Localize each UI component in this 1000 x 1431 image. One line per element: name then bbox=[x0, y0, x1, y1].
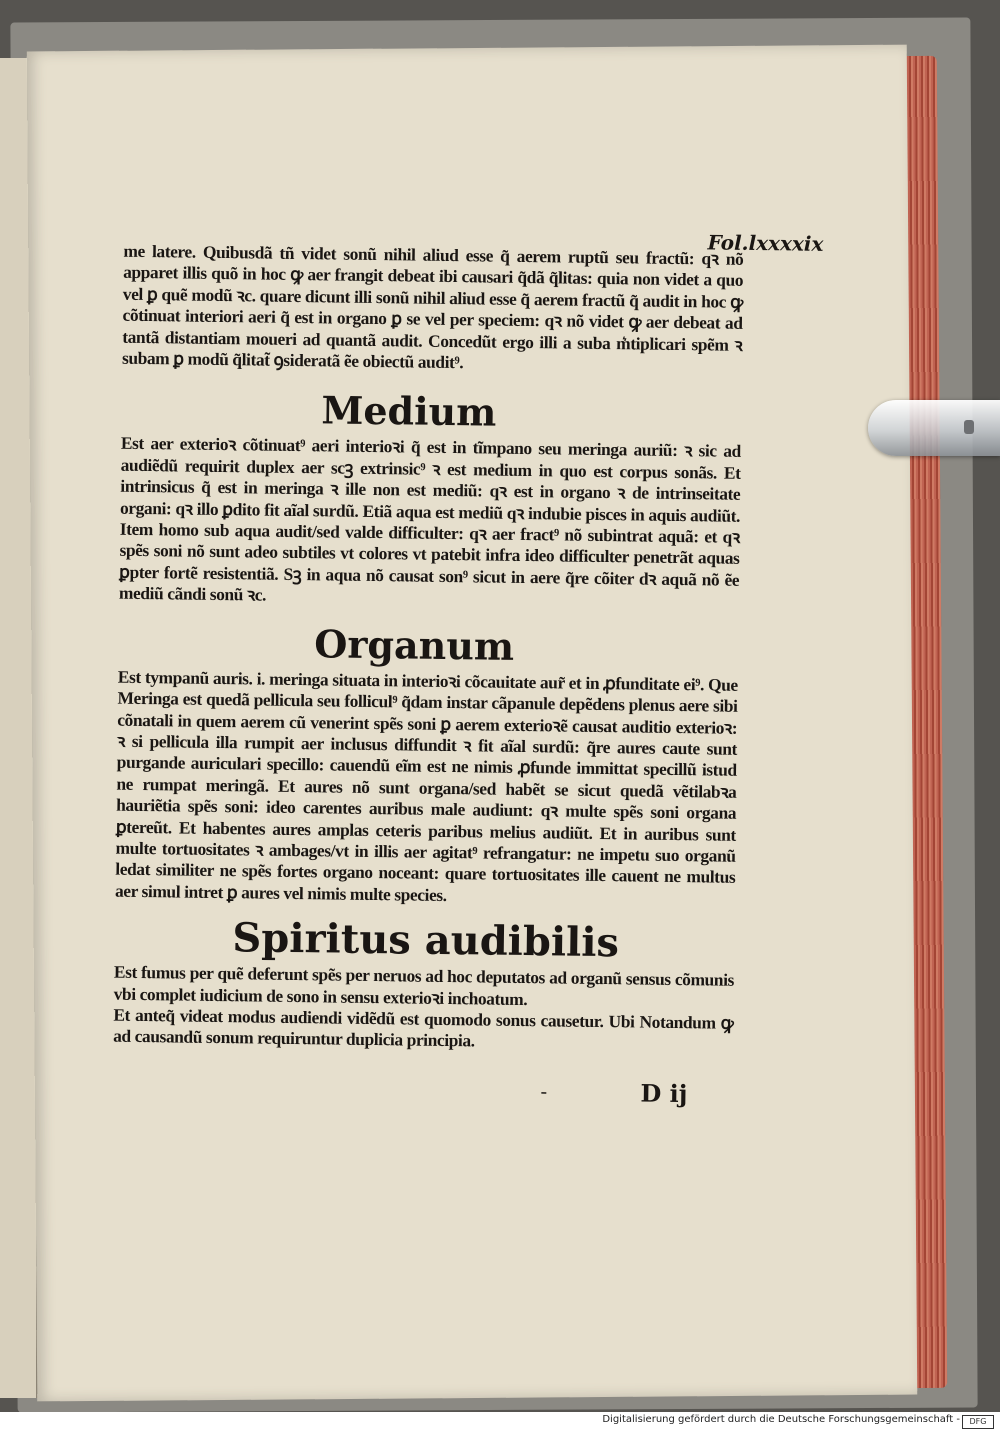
spiritus-paragraph: Est fumus per quẽ deferunt spẽs per neruos ad hoc deputatos ad organũ sensus cõmunis vbi complet iudicium de sono in sensu exterioꝛi inchoatum. bbox=[113, 961, 735, 1009]
dfg-logo: DFG bbox=[962, 1415, 994, 1429]
heading-spiritus-audibilis: Spiritus audibilis bbox=[232, 914, 620, 967]
closing-paragraph: Et anteq̃ videat modus audiendi vidẽdũ est quomodo sonus causetur. Ubi Notandum ꝙ ad causandũ sonum requiruntur duplicia principia. bbox=[113, 1004, 734, 1051]
heading-organum: Organum bbox=[314, 620, 515, 669]
signature-mark: D ij bbox=[640, 1078, 688, 1109]
signature-dash: - bbox=[540, 1079, 548, 1104]
folio-number: Fol.lxxxxix bbox=[707, 230, 824, 256]
heading-medium: Medium bbox=[321, 387, 497, 436]
footer-bar bbox=[0, 1412, 1000, 1431]
page-text bbox=[113, 211, 824, 1109]
clip-slot bbox=[964, 420, 974, 434]
page-clip bbox=[868, 400, 1000, 456]
organum-paragraph: Est tympanũ auris. i. meringa situata in interioꝛi cõcauitate aur̃ et in ꝓfunditate ei⁹. Que Meringa est quedã pellicula seu follicul⁹ q̃dam instar cãpanule depẽdens plenus aere sibi cõnatali in quem aerem cũ venerint spẽs soni ꝑ aerem exterioꝛẽ causat auditio exterioꝛ: ꝛ si pellicula illa rumpit aer inclusus diffundit ꝛ fit aĩal surdũ: q̃re aures caute sunt purgande auriculari specillo: cauendũ eĩm est ne nimis ꝓfunde immittat specillũ istud ne rumpat meringã. Et aures nõ sunt organa/sed habẽt se sicut quedã vẽtilabꝛa hauriẽtia spẽs soni: ideo carentes auribus male audiunt: qꝛ multe spẽs soni organa ꝑtereũt. Et habentes aures amplas ceteris paribus melius audiũt. Et in auribus sunt multe tortuositates ꝛ ambages/vt in illis aer agitat⁹ refrangatur: ne impetu suo organũ ledat similiter ne spẽs fortes organo noceant: quare tortuositates ille cauent ne multus aer simul intret ꝑ aures vel nimis multe species. bbox=[114, 666, 738, 905]
book-page bbox=[27, 45, 918, 1402]
intro-paragraph: me latere. Quibusdã tñ videt sonũ nihil aliud esse q̃ aerem ruptũ seu fractũ: qꝛ nõ apparet illis quõ in hoc ꝙ aer frangit debeat ibi causari q̃dã q̃litas: quia non videt a quo vel ꝑ quẽ modũ ꝛc. quare dicunt illi sonũ nihil aliud esse q̃ aerem fractũ q̃ audit in hoc ꝙ cõtinuat interiori aeri q̃ est in organo ꝑ se vel per speciem: qꝛ nõ videt ꝙ aer debeat ad tantã distantiam moueri ad quantã audit. Concedũt ergo illi a suba m͛tiplicari spẽm ꝛ subam ꝑ modũ q̃litat̃ ꝯsideratã ẽe obiectũ audit⁹. bbox=[121, 240, 744, 373]
medium-paragraph: Est aer exterioꝛ cõtinuat⁹ aeri interioꝛi q̃ est in tĩmpano seu meringa auriũ: ꝛ sic ad audiẽdũ requirit duplex aer scꝫ extrinsic⁹ ꝛ est medium in quo est corpus sonãs. Et intrinsicus q̃ est in meringa ꝛ ille non est mediũ: qꝛ est in organo ꝛ de intrinseitate organi: qꝛ illo ꝑdito fit aĩal surdũ. Etiã aqua est mediũ qꝛ indubie pisces in aquis audiũt. Item homo sub aqua audit/sed valde difficulter: qꝛ aer fract⁹ nõ subintrat aquã: et qꝛ spẽs soni nõ sunt adeo subtiles vt colores vt patebit infra ideo difficulter penetrãt aquas ꝑpter fortẽ resistentiã. Sꝫ in aqua nõ causat son⁹ sicut in aere q̃re cõiter dꝛ aquã nõ ẽe mediũ cãndi sonũ ꝛc. bbox=[118, 433, 742, 605]
footer-credit: Digitalisierung gefördert durch die Deutsche Forschungsgemeinschaft - bbox=[602, 1414, 960, 1425]
